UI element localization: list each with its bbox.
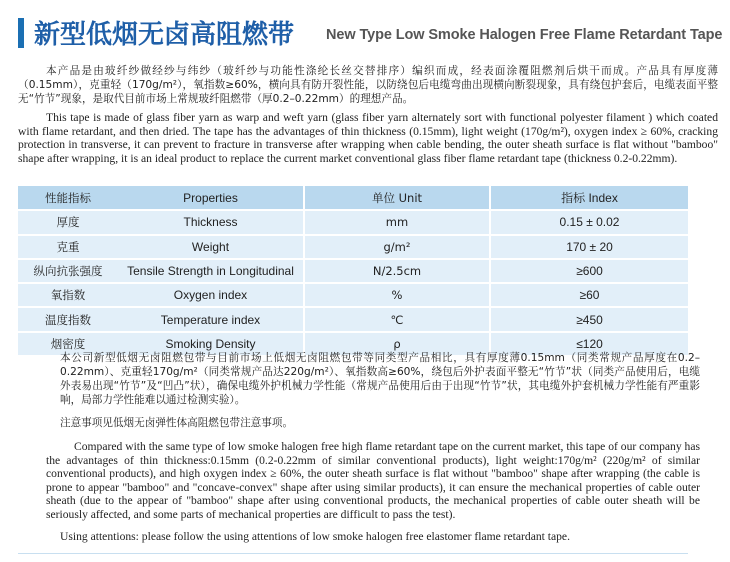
row-index: ≥60	[490, 283, 688, 307]
row-unit: %	[304, 283, 490, 307]
table-row	[18, 259, 688, 283]
row-cn: 温度指数	[18, 307, 118, 331]
row-en: Smoking Density	[118, 332, 304, 356]
table-row	[18, 235, 688, 259]
attention-note-cn: 注意事项见低烟无卤弹性体高阻燃包带注意事项。	[60, 417, 294, 429]
row-en: Temperature index	[118, 307, 304, 331]
title-english: New Type Low Smoke Halogen Free Flame Retardant Tape	[326, 27, 723, 43]
comparison-paragraph-cn: 本公司新型低烟无卤阻燃包带与目前市场上低烟无卤阻燃包带等同类型产品相比，具有厚度薄0.15mm（同类常规产品厚度在0.2–0.22mm）、克重轻170g/m²（同类常规产品达220g/m²）、氧指数高≥60%，绕包后外护表面平整无“竹节”状（同类产品使用后，电缆外表易出现“竹节”及“凹凸”状），确保电缆外护机械力学性能（常规产品使用后由于出现“竹节”状，其电缆外护套机械力学性能有严重影响，局部力学性能难以通过检测实验）。	[60, 352, 700, 406]
intro-paragraph-en: This tape is made of glass fiber yarn as warp and weft yarn (glass fiber yarn alternately sort with functional polyester filament ) which coated with flame retardant, and then dried. The tape has the advantages of thin thickness (0.15mm), light weight (170g/m²), oxygen index ≥ 60%, cracking protection in transverse, it can prevent to fracture in transverse after wrapping when cable bending, the outer sheath surface is flat without "bamboo" shape after wrapping, it is an ideal product to replace the current market conventional glass fiber flame retardant tape (thickness 0.2-0.22mm).	[18, 111, 718, 165]
bottom-divider	[18, 553, 688, 554]
row-en: Weight	[118, 235, 304, 259]
header-indicator-cn: 性能指标	[18, 186, 118, 210]
table-row	[18, 307, 688, 331]
row-cn: 厚度	[18, 210, 118, 234]
row-index: ≥450	[490, 307, 688, 331]
row-index: ≤120	[490, 332, 688, 356]
row-index: 0.15 ± 0.02	[490, 210, 688, 234]
header-properties: Properties	[118, 186, 304, 210]
row-cn: 克重	[18, 235, 118, 259]
row-unit: ℃	[304, 307, 490, 331]
row-unit: ρ	[304, 332, 490, 356]
row-unit: g/m²	[304, 235, 490, 259]
row-index: ≥600	[490, 259, 688, 283]
row-unit: mm	[304, 210, 490, 234]
intro-paragraph-cn: 本产品是由玻纤纱做经纱与纬纱（玻纤纱与功能性涤纶长丝交替排序）编织而成，经表面涂覆阻燃剂后烘干而成。产品具有厚度薄（0.15mm），克重轻（170g/m²），氧指数≥60%，横向具有防开裂性能，以防绕包后电缆弯曲出现横向断裂现象，具有绕包护套后，电缆表面平整无“竹节”现象，是取代目前市场上常规玻纤阻燃带（厚0.2–0.22mm）的理想产品。	[18, 65, 718, 105]
attention-note-en: Using attentions: please follow the using attentions of low smoke halogen free elastomer flame retardant tape.	[60, 530, 570, 543]
comparison-paragraph-en: Compared with the same type of low smoke halogen free high flame retardant tape on the current market, this tape of our company has the advantages of thin thickness:0.15mm (0.2-0.22mm of similar conventional products), light weight:170g/m² (220g/m² of similar conventional products), and high oxygen index ≥ 60%, the outer sheath surface is flat without "bamboo" shape after wrapping (the cable is prone to appear "bamboo" and "concave-convex" shape after using similar products), it can ensure the mechanical properties of cable outer sheath (due to the appear of "bamboo" shape after using conventional products, the mechanical properties of cable outer sheath will be seriously affected, and some parts of mechanical properties are difficult to pass the test).	[46, 440, 700, 521]
row-en: Tensile Strength in Longitudinal	[118, 259, 304, 283]
row-cn: 烟密度	[18, 332, 118, 356]
header-index: 指标 Index	[490, 186, 688, 210]
row-unit: N/2.5cm	[304, 259, 490, 283]
table-row	[18, 210, 688, 234]
row-index: 170 ± 20	[490, 235, 688, 259]
row-en: Oxygen index	[118, 283, 304, 307]
title-chinese: 新型低烟无卤高阻燃带	[34, 20, 295, 50]
row-cn: 氧指数	[18, 283, 118, 307]
row-en: Thickness	[118, 210, 304, 234]
spec-table-header	[18, 186, 688, 210]
table-row	[18, 283, 688, 307]
page-header	[18, 14, 723, 54]
header-unit: 单位 Unit	[304, 186, 490, 210]
row-cn: 纵向抗张强度	[18, 259, 118, 283]
accent-bar	[18, 18, 24, 48]
spec-table	[18, 186, 688, 357]
